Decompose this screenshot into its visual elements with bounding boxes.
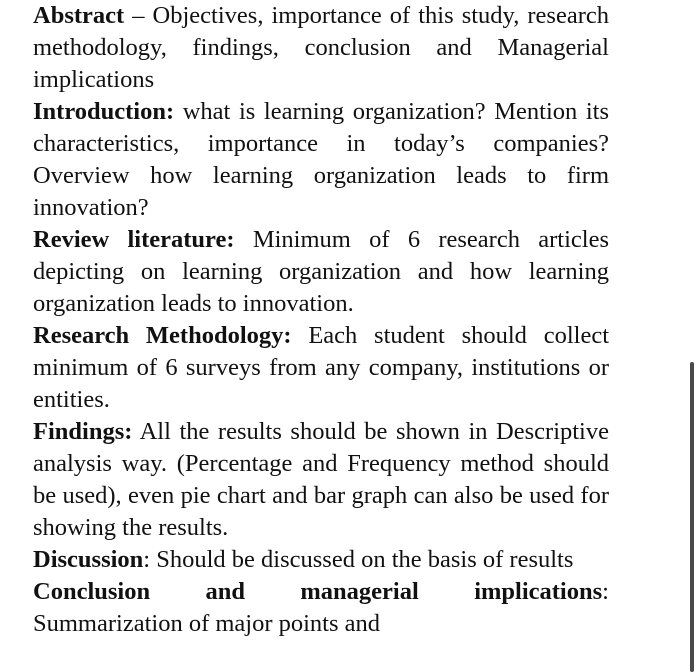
section-label: Discussion (33, 546, 144, 573)
label-word: implications (474, 578, 603, 605)
section-text: Objectives, importance of this study, research methodology, findings, conclusion and Managerial implications (33, 2, 609, 93)
section-text: Should be discussed on the basis of results (156, 546, 574, 573)
section-separator (235, 226, 253, 253)
label-word: and (205, 578, 245, 605)
section-research-methodology (33, 320, 609, 416)
label-word: Conclusion (33, 578, 151, 605)
section-separator (132, 418, 139, 445)
section-text: All the results should be shown in Descriptive analysis way. (Percentage and Frequency method should be used), even pie chart and bar graph can also be used for showing the results. (33, 418, 609, 541)
label-colon: : (602, 578, 609, 605)
section-separator (174, 98, 183, 125)
section-label: Abstract (33, 2, 125, 29)
section-separator: : (143, 546, 157, 573)
section-separator: – (124, 2, 153, 29)
section-separator (292, 322, 309, 349)
label-word: managerial (300, 578, 419, 605)
section-text: Summarization of major points and (33, 610, 381, 637)
section-label: Findings: (33, 418, 133, 445)
section-discussion (33, 544, 609, 576)
section-introduction (33, 96, 609, 224)
section-label: Review literature: (33, 226, 235, 253)
section-label (33, 576, 609, 608)
section-abstract (33, 0, 609, 96)
section-review-literature (33, 224, 609, 320)
document-body (33, 0, 609, 640)
section-conclusion (33, 576, 609, 640)
vertical-scrollbar[interactable] (690, 362, 694, 672)
section-label: Research Methodology: (33, 322, 292, 349)
section-findings (33, 416, 609, 544)
label-word-last (474, 576, 609, 608)
section-text: Each student should collect minimum of 6 surveys from any company, institutions or entities. (33, 322, 609, 413)
section-label: Introduction: (33, 98, 175, 125)
section-text: Minimum of 6 research articles depicting on learning organization and how learning organization leads to innovation. (33, 226, 609, 317)
section-text: what is learning organization? Mention its characteristics, importance in today’s companies? Overview how learning organization leads to firm innovation? (33, 98, 609, 221)
